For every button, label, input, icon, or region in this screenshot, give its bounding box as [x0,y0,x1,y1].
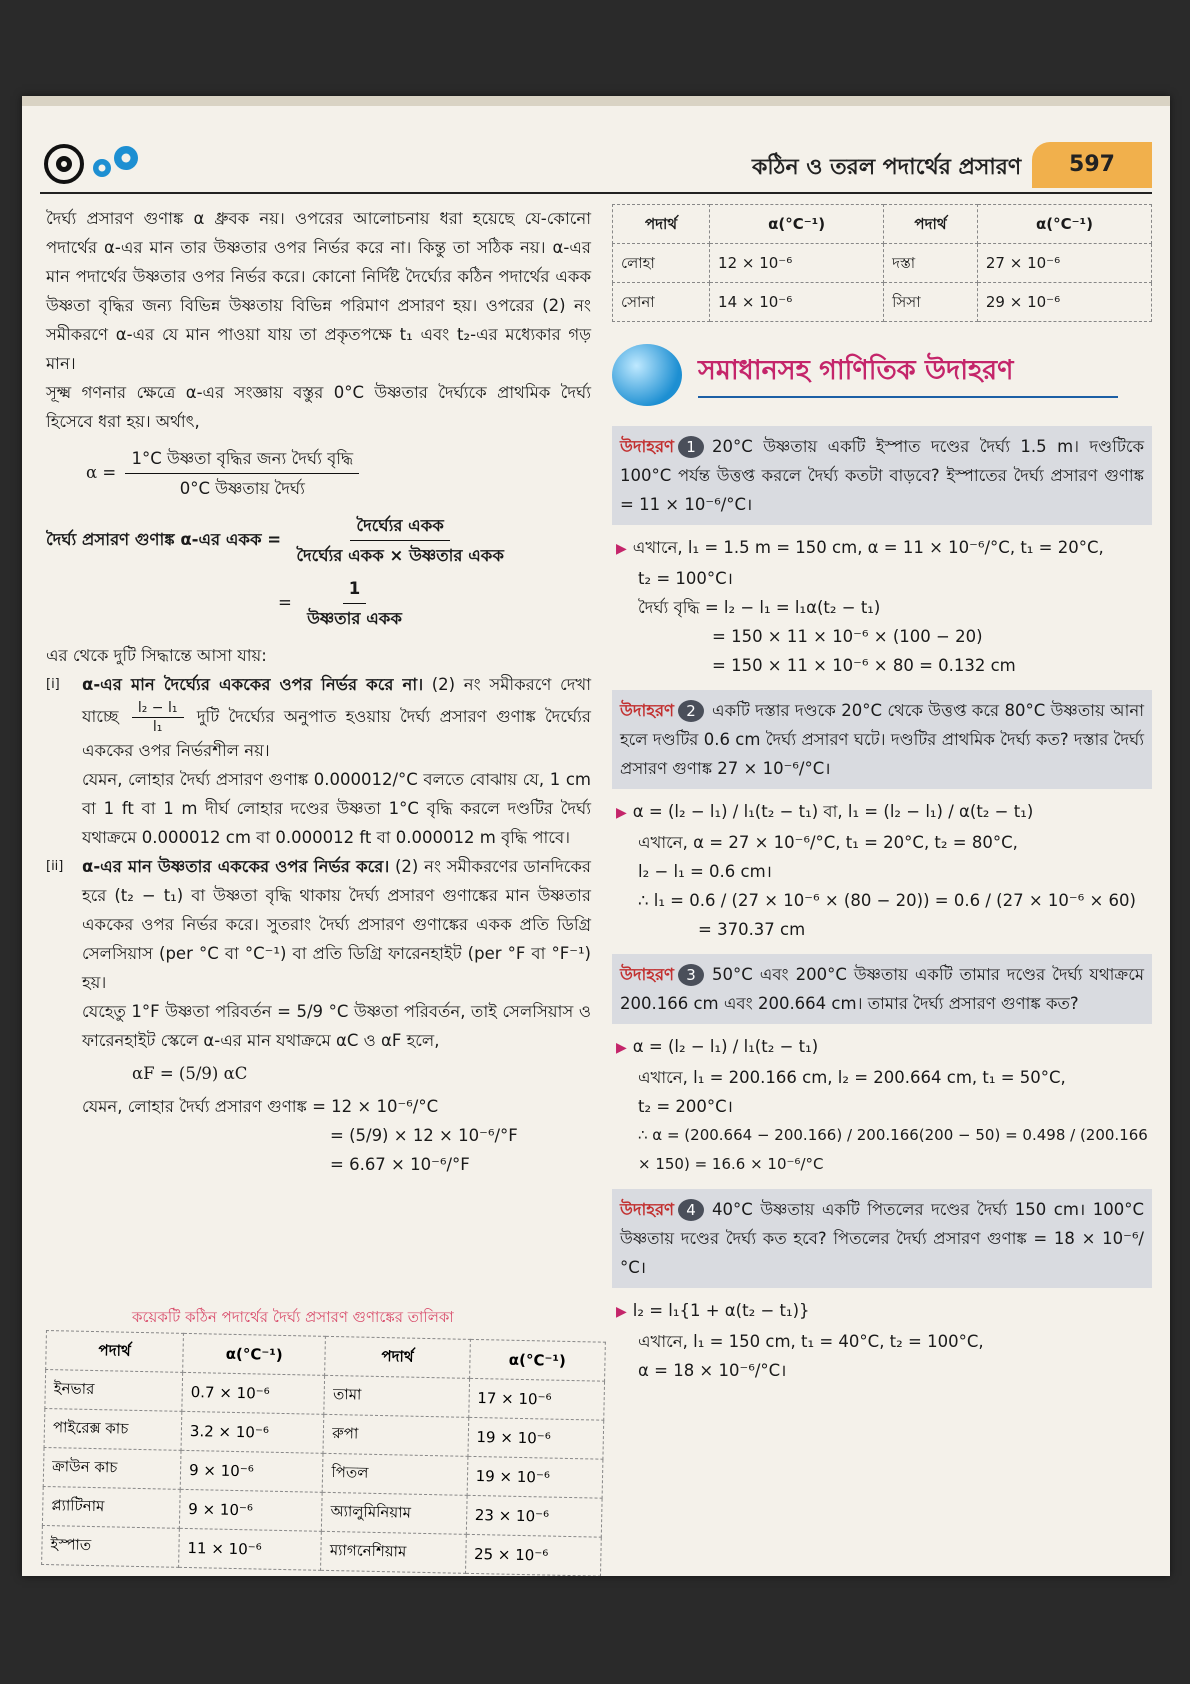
paragraph: দৈর্ঘ্য প্রসারণ গুণাঙ্ক α ধ্রুবক নয়। ওপরের আলোচনায় ধরা হয়েছে যে-কোনো পদার্থের α-এর মান তার উষ্ণতার ওপর নির্ভর করে না। কিন্তু তা সঠিক নয়। α-এর মান পদার্থের উষ্ণতার ওপর নির্ভর করে। কোনো নির্দিষ্ট দৈর্ঘ্যের কঠিন পদার্থের একক উষ্ণতা বৃদ্ধির জন্য বিভিন্ন উষ্ণতায় বিভিন্ন পরিমাণ প্রসারণ হয়। ওপরের (2) নং সমীকরণে α-এর যে মান পাওয়া যায় তা প্রকৃতপক্ষে t₁ এবং t₂-এর মধ্যেকার গড় মান। [46,209,591,373]
list-text: যেহেতু 1°F উষ্ণতা পরিবর্তন = 5/9 °C উষ্ণতা পরিবর্তন, তাই সেলসিয়াস ও ফারেনহাইট স্কেলে α-এর মান যথাক্রমে αC ও αF হলে, [82,1002,591,1050]
expansion-table-left [41,1330,606,1576]
table-cell: 14 × 10⁻⁶ [710,283,884,322]
solution-line: α = 18 × 10⁻⁶/°C। [638,1361,787,1380]
example-label: উদাহরণ [620,965,675,984]
list-text: (2) নং সমীকরণে দেখা যাচ্ছে [82,675,591,726]
example-solution [612,1032,1152,1179]
fraction [125,444,359,503]
data-table [41,1330,606,1576]
example-question [612,1189,1152,1288]
column-header: পদার্থ [46,1331,184,1373]
page-header [22,142,1170,190]
example-number: 2 [678,700,704,722]
list-marker: [i] [46,677,60,692]
list-text: দুটি দৈর্ঘ্যের অনুপাত হওয়ায় দৈর্ঘ্য প্রসারণ গুণাঙ্ক দৈর্ঘ্যের এককের ওপর নির্ভরশীল নয়। [82,707,591,760]
numerator: 1 [343,574,366,604]
example-number: 3 [678,964,704,986]
table-cell: প্ল্যাটিনাম [42,1486,180,1528]
table-cell: 9 × 10⁻⁶ [180,1450,323,1492]
denominator: l₁ [152,719,163,735]
table-cell: 23 × 10⁻⁶ [466,1495,602,1537]
table-cell: ইস্পাত [42,1525,180,1567]
table-cell: 12 × 10⁻⁶ [710,244,884,283]
table-cell: 29 × 10⁻⁶ [977,283,1151,322]
bubble-icon [612,344,682,406]
solution-line: এখানে, l₁ = 200.166 cm, l₂ = 200.664 cm, t₁ = 50°C, [638,1068,1066,1087]
list-item [46,670,591,852]
table-cell: 27 × 10⁻⁶ [977,244,1151,283]
list-heading: α-এর মান উষ্ণতার এককের ওপর নির্ভর করে। [82,857,390,876]
question-text: 40°C উষ্ণতায় একটি পিতলের দণ্ডের দৈর্ঘ্য 150 cm। 100°C উষ্ণতায় দণ্ডের দৈর্ঘ্য কত হবে? পিতলের দৈর্ঘ্য প্রসারণ গুণাঙ্ক = 18 × 10⁻⁶/°C। [620,1200,1144,1277]
banner-title: সমাধানসহ গাণিতিক উদাহরণ [698,355,1014,386]
example-question [612,690,1152,789]
page-top-stripe [22,96,1170,106]
fraction [290,511,510,570]
example-label: উদাহরণ [620,701,675,720]
table-cell: 19 × 10⁻⁶ [467,1456,603,1498]
table-row [613,244,1152,283]
list-item [46,852,591,1179]
triangle-marker-icon: ▶ [616,541,627,557]
solution-line: দৈর্ঘ্য বৃদ্ধি = l₂ − l₁ = l₁α(t₂ − t₁) [638,598,881,617]
equation-lhs: দৈর্ঘ্য প্রসারণ গুণাঙ্ক α-এর একক = [46,530,282,549]
gears-head-logo-icon [40,142,190,186]
column-header: পদার্থ [884,205,978,244]
denominator: দৈর্ঘ্যের একক × উষ্ণতার একক [296,546,504,565]
right-column [612,204,1152,1395]
solution-line: এখানে, α = 27 × 10⁻⁶/°C, t₁ = 20°C, t₂ = 80°C, [638,833,1018,852]
solution-line: t₂ = 100°C। [638,569,733,588]
question-text: 20°C উষ্ণতায় একটি ইস্পাত দণ্ডের দৈর্ঘ্য 1.5 m। দণ্ডটিকে 100°C পর্যন্ত উত্তপ্ত করলে দৈর্ঘ্য কতটা বাড়বে? ইস্পাতের দৈর্ঘ্য প্রসারণ গুণাঙ্ক = 11 × 10⁻⁶/°C। [620,437,1144,514]
numerator: দৈর্ঘ্যের একক [350,511,449,541]
column-header: α(°C⁻¹) [710,205,884,244]
table-header-row [613,205,1152,244]
solution-line: এখানে, l₁ = 150 cm, t₁ = 40°C, t₂ = 100°C, [638,1332,984,1351]
solution-line: = 150 × 11 × 10⁻⁶ × 80 = 0.132 cm [712,656,1016,675]
table-cell: তামা [324,1375,469,1417]
triangle-marker-icon: ▶ [616,805,627,821]
data-table [612,204,1152,322]
example-label: উদাহরণ [620,437,675,456]
solved-examples-banner [612,344,1152,410]
table-cell: পিতল [323,1453,468,1495]
banner-underline [698,396,1118,398]
paragraph: এর থেকে দুটি সিদ্ধান্তে আসা যায়: [46,646,267,665]
table-cell: দস্তা [884,244,978,283]
paragraph: সূক্ষ্ম গণনার ক্ষেত্রে α-এর সংজ্ঞায় বস্তুর 0°C উষ্ণতার দৈর্ঘ্যকে প্রাথমিক দৈর্ঘ্য হিসেবে ধরা হয়। অর্থাৎ, [46,383,591,431]
example-line: যেমন, লোহার দৈর্ঘ্য প্রসারণ গুণাঙ্ক = 12 × 10⁻⁶/°C [82,1097,439,1116]
example-line: = (5/9) × 12 × 10⁻⁶/°F [330,1126,518,1145]
table-cell: লোহা [613,244,710,283]
table-cell: 9 × 10⁻⁶ [179,1489,322,1531]
list-heading: α-এর মান দৈর্ঘ্যের এককের ওপর নির্ভর করে না। [82,675,424,694]
solution-line: l₂ = l₁{1 + α(t₂ − t₁)} [632,1301,810,1320]
example-solution [612,1296,1152,1385]
column-header: α(°C⁻¹) [183,1333,326,1375]
denominator: 0°C উষ্ণতায় দৈর্ঘ্য [179,479,305,498]
table-cell: 25 × 10⁻⁶ [465,1534,601,1576]
question-text: 50°C এবং 200°C উষ্ণতায় একটি তামার দণ্ডের দৈর্ঘ্য যথাক্রমে 200.166 cm এবং 200.664 cm। তামার দৈর্ঘ্য প্রসারণ গুণাঙ্ক কত? [620,965,1144,1013]
table-row [613,283,1152,322]
table-cell: ম্যাগনেশিয়াম [321,1531,466,1573]
equation-alpha-unit-simplified [278,574,591,633]
equation-lhs: α = [86,463,117,482]
solution-line: α = (l₂ − l₁) / l₁(t₂ − t₁) [632,1037,819,1056]
list-text: (2) নং সমীকরণের ডানদিকের হরে (t₂ − t₁) বা উষ্ণতা বৃদ্ধি থাকায় দৈর্ঘ্য প্রসারণ গুণাঙ্কের মান উষ্ণতার এককের ওপর নির্ভর করে। সুতরাং দৈর্ঘ্য প্রসারণ গুণাঙ্কের একক প্রতি ডিগ্রি সেলসিয়াস (per °C বা °C⁻¹) বা প্রতি ডিগ্রি ফারেনহাইট (per °F বা °F⁻¹) হয়। [82,857,592,992]
question-text: একটি দস্তার দণ্ডকে 20°C থেকে উত্তপ্ত করে 80°C উষ্ণতায় আনা হলে দণ্ডটির 0.6 cm দৈর্ঘ্য প্রসারণ ঘটে। দণ্ডটির প্রাথমিক দৈর্ঘ্য কত? দস্তার দৈর্ঘ্য প্রসারণ গুণাঙ্ক 27 × 10⁻⁶/°C। [620,701,1144,778]
table-cell: রুপা [323,1414,468,1456]
list-example: যেমন, লোহার দৈর্ঘ্য প্রসারণ গুণাঙ্ক 0.000012/°C বলতে বোঝায় যে, 1 cm বা 1 ft বা 1 m দীর্ঘ লোহার দণ্ডের উষ্ণতা 1°C বৃদ্ধি করলে দণ্ডটির দৈর্ঘ্য যথাক্রমে 0.000012 cm বা 0.000012 ft বা 0.000012 m বৃদ্ধি পাবে। [82,770,591,847]
solution-line: α = (l₂ − l₁) / l₁(t₂ − t₁) বা, l₁ = (l₂ − l₁) / α(t₂ − t₁) [632,802,1034,821]
table-cell: 19 × 10⁻⁶ [468,1417,604,1459]
table-cell: 11 × 10⁻⁶ [179,1528,322,1570]
example-solution [612,797,1152,944]
table-cell: সিসা [884,283,978,322]
equation-alpha-definition [86,444,591,503]
table-cell: 17 × 10⁻⁶ [468,1378,604,1420]
denominator: উষ্ণতার একক [307,609,402,628]
table-cell: 3.2 × 10⁻⁶ [181,1411,324,1453]
triangle-marker-icon: ▶ [616,1304,627,1320]
example-number: 4 [678,1199,704,1221]
numerator: 1°C উষ্ণতা বৃদ্ধির জন্য দৈর্ঘ্য বৃদ্ধি [125,444,359,474]
solution-line: = 150 × 11 × 10⁻⁶ × (100 − 20) [712,627,983,646]
table-cell: সোনা [613,283,710,322]
solution-line: ∴ l₁ = 0.6 / (27 × 10⁻⁶ × (80 − 20)) = 0.6 / (27 × 10⁻⁶ × 60) [638,891,1136,910]
example-solution [612,533,1152,680]
example-line: = 6.67 × 10⁻⁶/°F [330,1155,470,1174]
solution-line: এখানে, l₁ = 1.5 m = 150 cm, α = 11 × 10⁻⁶/°C, t₁ = 20°C, [632,538,1104,557]
list-marker: [ii] [46,859,64,874]
example-question [612,426,1152,525]
fraction [132,699,184,736]
equals-sign: = [278,593,292,612]
column-header: α(°C⁻¹) [469,1339,605,1381]
equation-alpha-unit [46,511,591,570]
page-number: 597 [1032,142,1152,188]
numerator: l₂ − l₁ [132,699,184,718]
example-label: উদাহরণ [620,1200,675,1219]
header-divider [40,192,1152,194]
expansion-table-right [612,204,1152,322]
table-cell: ইনভার [45,1370,183,1412]
column-header: পদার্থ [613,205,710,244]
left-column [46,204,591,1179]
example-question [612,954,1152,1024]
fraction [301,574,408,633]
triangle-marker-icon: ▶ [616,1040,627,1056]
solution-line: ∴ α = (200.664 − 200.166) / 200.166(200 − 50) = 0.498 / (200.166 × 150) = 16.6 × 10⁻⁶/°C [638,1126,1148,1173]
column-header: পদার্থ [325,1336,470,1378]
equation-alpha-f: αF = (5/9) αC [132,1064,248,1083]
table-cell: অ্যালুমিনিয়াম [322,1492,467,1534]
chapter-title: কঠিন ও তরল পদার্থের প্রসারণ [752,155,1022,180]
table-cell: ক্রাউন কাচ [43,1447,181,1489]
table-cell: পাইরেক্স কাচ [44,1408,182,1450]
example-number: 1 [678,436,704,458]
solution-line: l₂ − l₁ = 0.6 cm। [638,862,772,881]
book-page [22,96,1170,1576]
solution-line: = 370.37 cm [698,920,806,939]
table-cell: 0.7 × 10⁻⁶ [182,1372,325,1414]
solution-line: t₂ = 200°C। [638,1097,733,1116]
column-header: α(°C⁻¹) [977,205,1151,244]
table-caption: কয়েকটি কঠিন পদার্থের দৈর্ঘ্য প্রসারণ গুণাঙ্কের তালিকা [132,1308,454,1326]
